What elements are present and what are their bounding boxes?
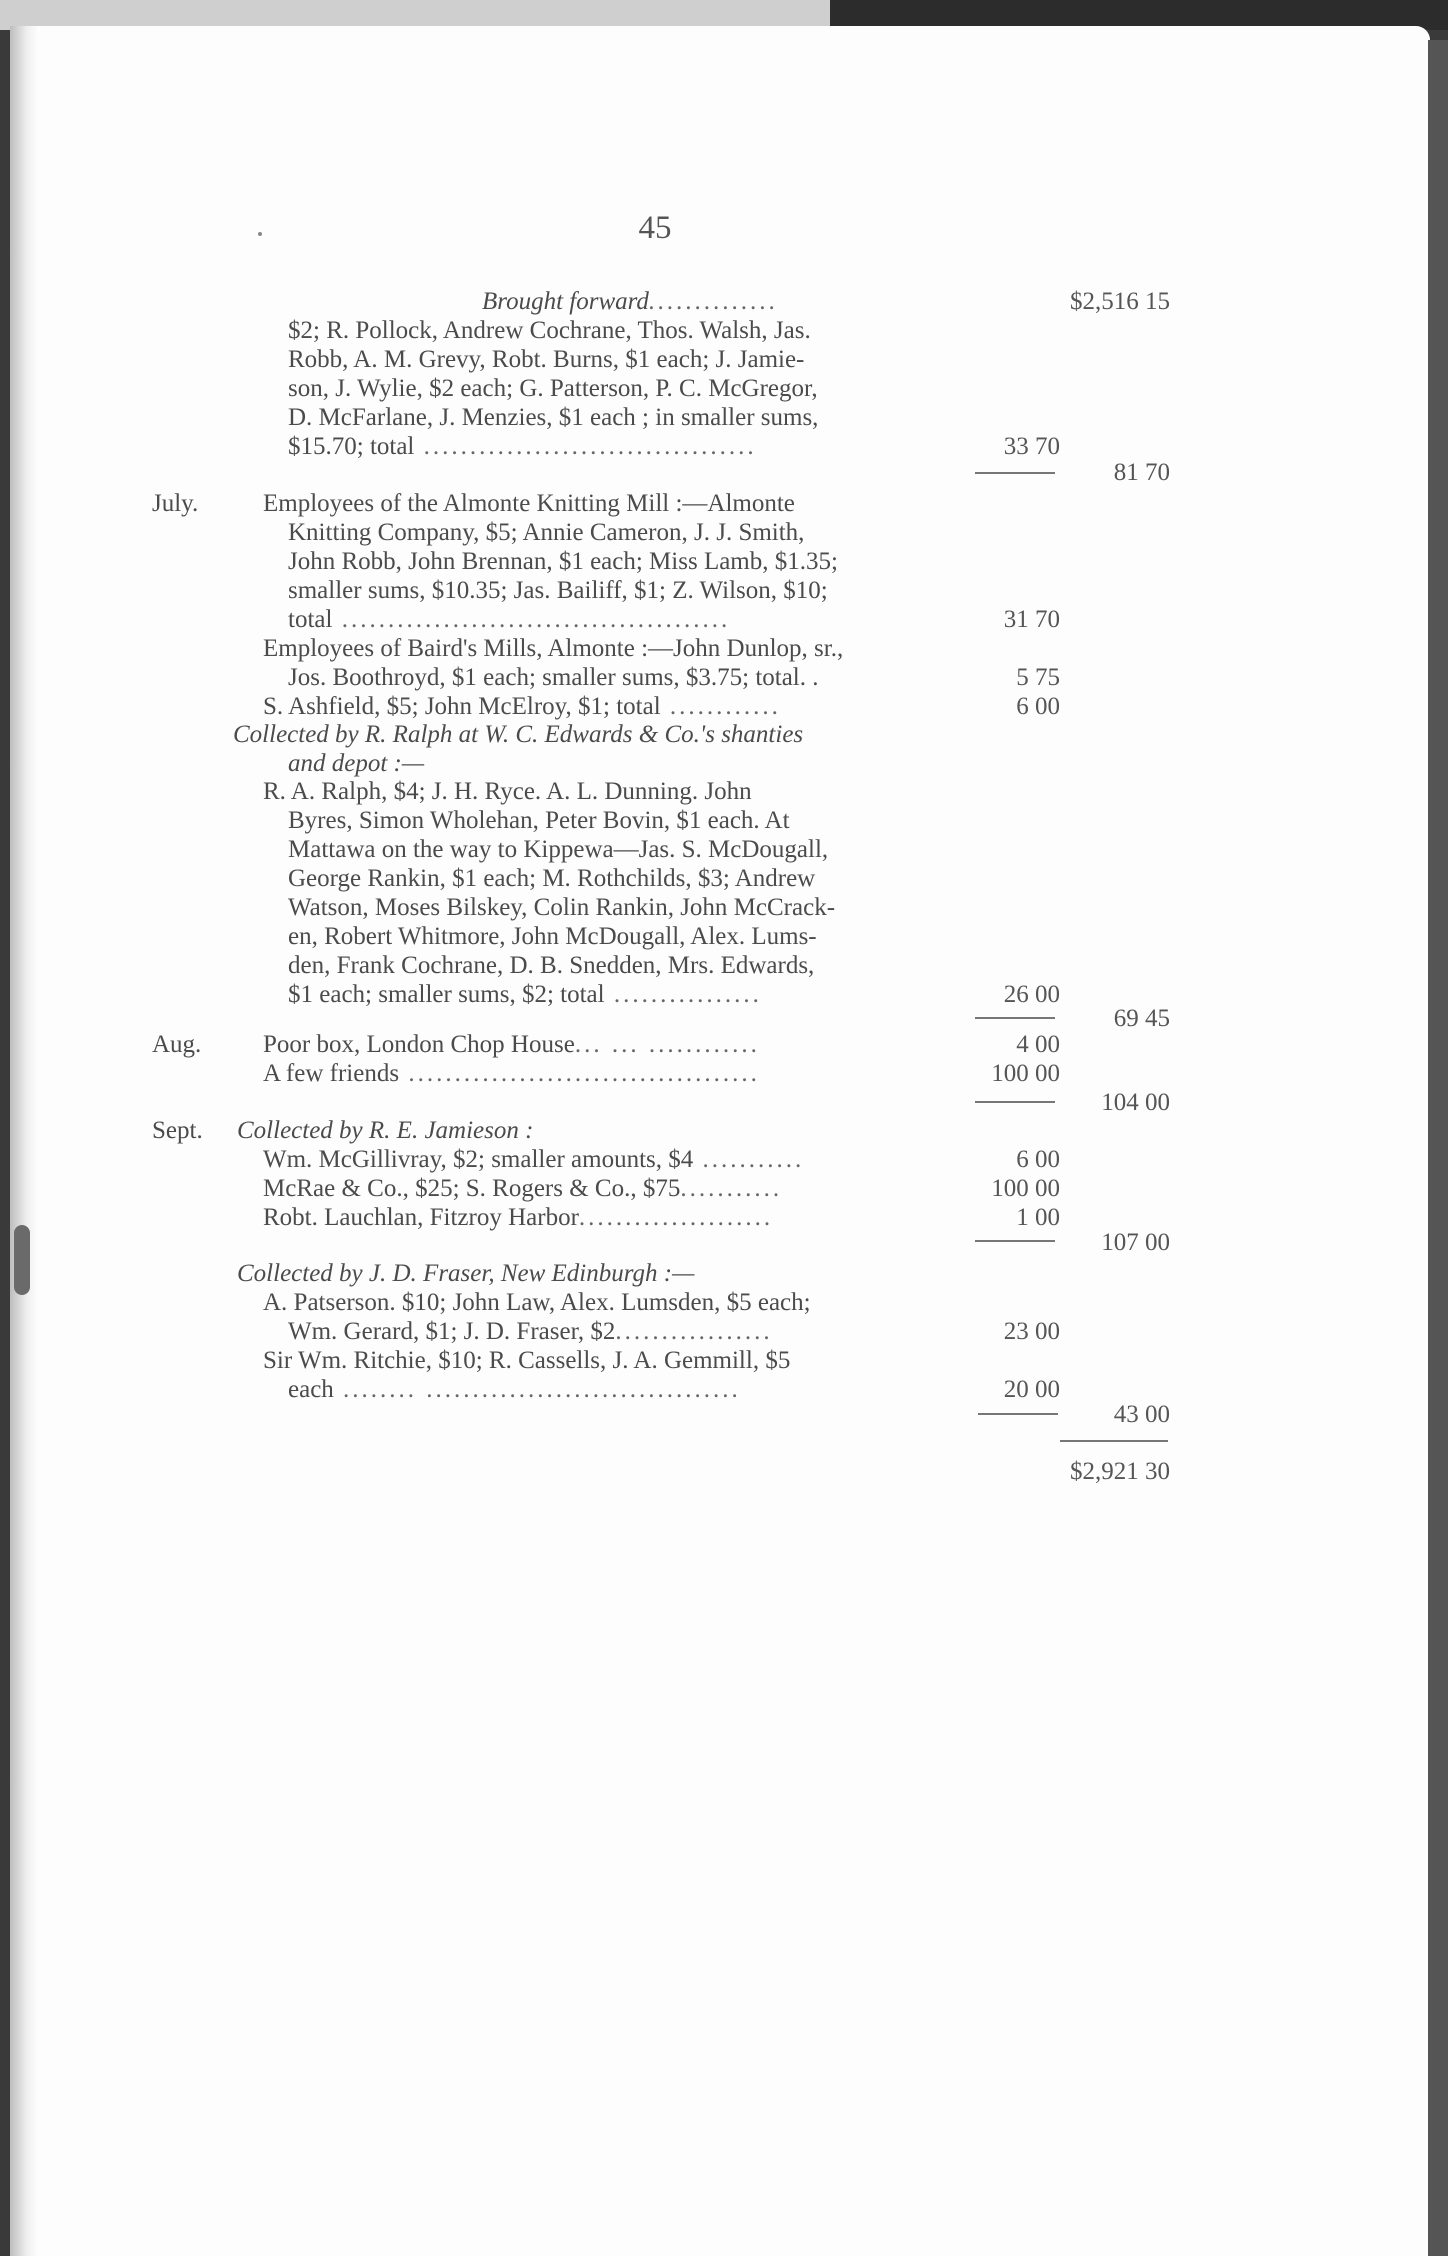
entry-line: Employees of the Almonte Knitting Mill :—Almonte [263, 490, 795, 517]
entry-line [263, 1174, 782, 1203]
subtotal-rule [975, 472, 1055, 474]
binding-mark [14, 1225, 30, 1295]
dot-leader: ................ [604, 981, 762, 1008]
entry-line: son, J. Wylie, $2 each; G. Patterson, P. C. McGregor, [288, 375, 818, 402]
subtotal-amount: 33 70 [1003, 433, 1060, 460]
subtotal-amount: 26 00 [1003, 981, 1060, 1008]
dot-leader: .................................... [414, 433, 757, 460]
subtotal-amount: 6 00 [1016, 1146, 1060, 1173]
entry-line: John Robb, John Brennan, $1 each; Miss Lamb, $1.35; [288, 548, 838, 575]
entry-line: Robb, A. M. Grevy, Robt. Burns, $1 each; J. Jamie- [288, 346, 805, 373]
entry-line [263, 1145, 804, 1174]
subtotal-amount: 20 00 [1003, 1376, 1060, 1403]
group-total-amount: 104 00 [1101, 1089, 1170, 1116]
dot-leader: ........... [693, 1146, 805, 1173]
entry-line: den, Frank Cochrane, D. B. Snedden, Mrs. Edwards, [288, 952, 815, 979]
entry-line [288, 980, 762, 1009]
dot-leader: ... ... ............ [574, 1031, 760, 1058]
page-number: 45 [638, 210, 672, 246]
group-total-amount: 81 70 [1113, 459, 1170, 486]
subtotal-amount: 100 00 [991, 1060, 1060, 1087]
entry-text: total [288, 606, 333, 633]
dot-leader: ................. [615, 1318, 773, 1345]
collector-heading: Collected by R. Ralph at W. C. Edwards & Co.'s shanties [233, 721, 804, 748]
dot-leader: ...................................... [399, 1060, 760, 1087]
entry-text: Wm. McGillivray, $2; smaller amounts, $4 [263, 1146, 694, 1173]
entry-text: each [288, 1376, 334, 1403]
dot-leader: ..................... [578, 1204, 774, 1231]
entry-text: Wm. Gerard, $1; J. D. Fraser, $2 [288, 1318, 616, 1345]
entry-line: $2; R. Pollock, Andrew Cochrane, Thos. Walsh, Jas. [288, 317, 811, 344]
entry-line [288, 1375, 741, 1404]
dot-leader: .......................................... [332, 606, 731, 633]
entry-line: D. McFarlane, J. Menzies, $1 each ; in smaller sums, [288, 404, 819, 431]
brought-forward-line [482, 287, 778, 316]
entry-text: A few friends [263, 1060, 400, 1087]
subtotal-amount: 23 00 [1003, 1318, 1060, 1345]
entry-text: Robt. Lauchlan, Fitzroy Harbor [263, 1204, 579, 1231]
subtotal-rule [975, 1240, 1055, 1242]
entry-text: Poor box, London Chop House [263, 1031, 575, 1058]
entry-line: Sir Wm. Ritchie, $10; R. Cassells, J. A. Gemmill, $5 [263, 1347, 791, 1374]
entry-line [288, 605, 730, 634]
entry-line: Mattawa on the way to Kippewa—Jas. S. McDougall, [288, 836, 829, 863]
subtotal-amount: 31 70 [1003, 606, 1060, 633]
entry-text: $1 each; smaller sums, $2; total [288, 981, 605, 1008]
collector-heading: Collected by R. E. Jamieson : [237, 1117, 534, 1144]
brought-forward-label: Brought forward [482, 288, 649, 315]
group-total-amount: 43 00 [1113, 1401, 1170, 1428]
entry-text: $15.70; total [288, 433, 415, 460]
subtotal-amount: 5 75 [1016, 664, 1060, 691]
scan-right-border [1428, 40, 1448, 2256]
entry-line [288, 432, 757, 461]
entry-line: Watson, Moses Bilskey, Colin Rankin, John McCrack- [288, 894, 836, 921]
subtotal-amount: 6 00 [1016, 693, 1060, 720]
entry-line [263, 1030, 760, 1059]
month-aug: Aug. [152, 1031, 202, 1058]
entry-line: R. A. Ralph, $4; J. H. Ryce. A. L. Dunning. John [263, 778, 752, 805]
subtotal-rule [975, 1101, 1055, 1103]
subtotal-rule [978, 1413, 1058, 1415]
print-speck [258, 232, 262, 236]
entry-line: Employees of Baird's Mills, Almonte :—John Dunlop, sr., [263, 635, 844, 662]
entry-line: A. Patserson. $10; John Law, Alex. Lumsden, $5 each; [263, 1289, 811, 1316]
subtotal-rule [975, 1017, 1055, 1019]
entry-line [263, 692, 781, 721]
brought-forward-amount: $2,516 15 [1070, 288, 1170, 315]
dot-leader: ............ [660, 693, 781, 720]
entry-line: en, Robert Whitmore, John McDougall, Alex. Lums- [288, 923, 817, 950]
subtotal-amount: 1 00 [1016, 1204, 1060, 1231]
month-sept: Sept. [152, 1117, 203, 1144]
entry-line: Byres, Simon Wholehan, Peter Bovin, $1 each. At [288, 807, 790, 834]
entry-line [288, 1317, 773, 1346]
grand-total-amount: $2,921 30 [1070, 1458, 1170, 1485]
dot-leader: .............. [648, 288, 779, 315]
collector-heading: Collected by J. D. Fraser, New Edinburgh :— [237, 1260, 695, 1287]
group-total-amount: 107 00 [1101, 1229, 1170, 1256]
entry-text: McRae & Co., $25; S. Rogers & Co., $75 [263, 1175, 681, 1202]
dot-leader: ........ .................................. [333, 1376, 741, 1403]
entry-line [263, 1203, 773, 1232]
page-gutter-shadow [10, 26, 38, 2256]
month-july: July. [152, 490, 199, 517]
subtotal-amount: 4 00 [1016, 1031, 1060, 1058]
dot-leader: ........... [680, 1175, 783, 1202]
entry-line: Knitting Company, $5; Annie Cameron, J. J. Smith, [288, 519, 805, 546]
group-total-amount: 69 45 [1113, 1005, 1170, 1032]
subtotal-amount: 100 00 [991, 1175, 1060, 1202]
collector-heading-cont: and depot :— [288, 750, 425, 777]
entry-line: Jos. Boothroyd, $1 each; smaller sums, $3.75; total. . [288, 664, 819, 691]
entry-line: smaller sums, $10.35; Jas. Bailiff, $1; Z. Wilson, $10; [288, 577, 828, 604]
entry-line [263, 1059, 760, 1088]
entry-text: S. Ashfield, $5; John McElroy, $1; total [263, 693, 661, 720]
entry-line: George Rankin, $1 each; M. Rothchilds, $3; Andrew [288, 865, 816, 892]
grand-total-rule [1060, 1440, 1168, 1442]
